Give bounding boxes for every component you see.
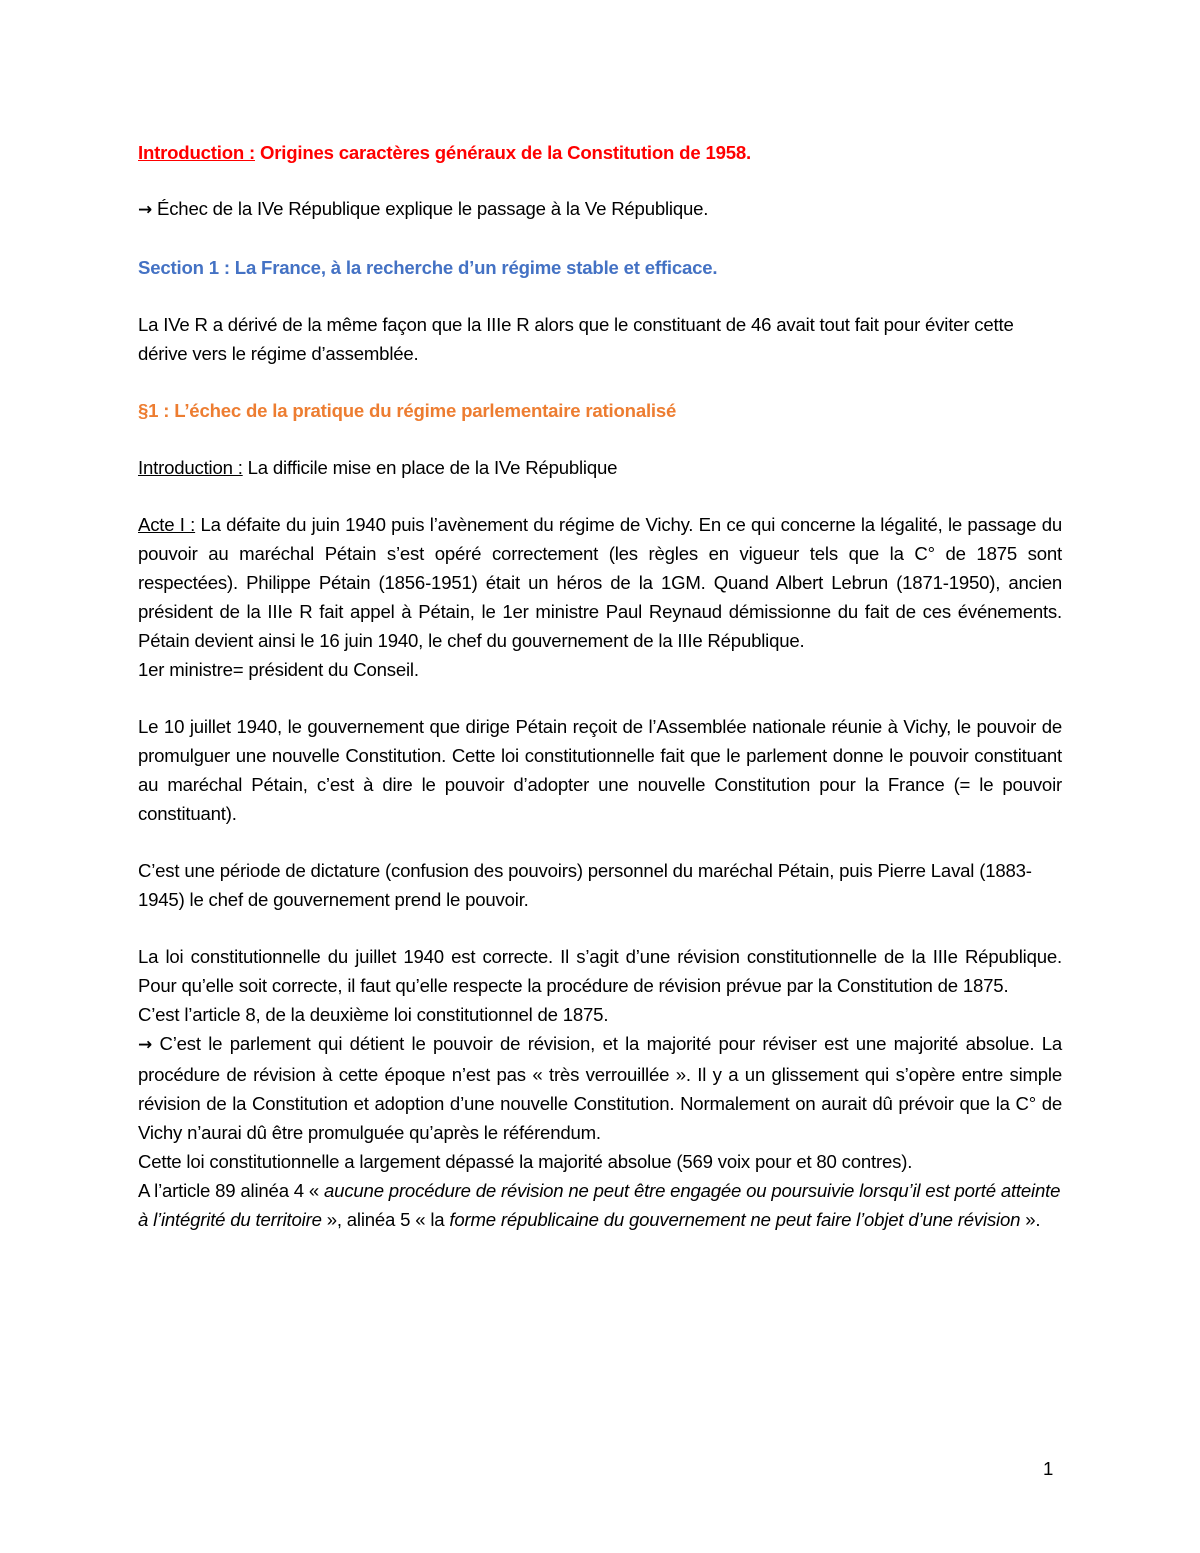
arrow-line-text: Échec de la IVe République explique le passage à la Ve République. <box>152 198 709 219</box>
article-89-quote-2: forme républicaine du gouvernement ne peut faire l’objet d’une révision <box>449 1209 1021 1230</box>
loi-paragraph-3 <box>138 1029 1062 1147</box>
sub-introduction <box>138 453 1062 482</box>
article-89-quote-1: aucune procédure de révision ne peut être engagée ou poursuivie lorsqu’il est porté atteinte à l’intégrité du territoire <box>138 1180 1061 1230</box>
right-arrow-icon: → <box>138 1035 153 1055</box>
article-89-intro: A l’article 89 alinéa 4 « <box>138 1180 325 1201</box>
intro-paragraph: La IVe R a dérivé de la même façon que la IIIe R alors que le constituant de 46 avait tout fait pour éviter cette dérive vers le régime d’assemblée. <box>138 314 1014 364</box>
july-1940-paragraph: Le 10 juillet 1940, le gouvernement que dirige Pétain reçoit de l’Assemblée nationale réunie à Vichy, le pouvoir de promulguer une nouvelle Constitution. Cette loi constitutionnelle fait que le parlement donne le pouvoir constituant au maréchal Pétain, c’est à dire le pouvoir d’adopter une nouvelle Constitution pour la France (= le pouvoir constituant). <box>138 716 1062 824</box>
title-text: Origines caractères généraux de la Constitution de 1958. <box>255 142 751 163</box>
acte-1-text: La défaite du juin 1940 puis l’avènement du régime de Vichy. En ce qui concerne la légalité, le passage du pouvoir au maréchal Pétain s’est opéré correctement (les règles en vigueur tels que la C° de 1875 sont respectées). Philippe Pétain (1856-1951) était un héros de la 1GM. Quand Albert Lebrun (1871-1950), ancien président de la IIIe R fait appel à Pétain, le 1er ministre Paul Reynaud démissionne du fait de ces événements. Pétain devient ainsi le 16 juin 1940, le chef du gouvernement de la IIIe République. <box>138 514 1062 651</box>
loi-paragraph-3-text: C’est le parlement qui détient le pouvoir de révision, et la majorité pour réviser est une majorité absolue. La procédure de révision à cette époque n’est pas « très verrouillée ». Il y a un glissement qui s’opère entre simple révision de la Constitution et adoption d’une nouvelle Constitution. Normalement on aurait dû prévoir que la C° de Vichy n’aurai dû être promulguée qu’après le référendum. <box>138 1033 1062 1143</box>
arrow-line <box>138 194 1062 225</box>
article-89-end: ». <box>1020 1209 1041 1230</box>
document-title <box>138 138 1062 167</box>
page-number: 1 <box>1043 1458 1054 1479</box>
loi-paragraph-5 <box>138 1176 1062 1234</box>
sub-intro-label: Introduction : <box>138 457 243 478</box>
loi-paragraph-4: Cette loi constitutionnelle a largement dépassé la majorité absolue (569 voix pour et 80 contres). <box>138 1151 913 1172</box>
acte-1-label: Acte I : <box>138 514 196 535</box>
dictature-paragraph: C’est une période de dictature (confusion des pouvoirs) personnel du maréchal Pétain, puis Pierre Laval (1883-1945) le chef de gouvernement prend le pouvoir. <box>138 860 1032 910</box>
loi-paragraph-1: La loi constitutionnelle du juillet 1940 est correcte. Il s’agit d’une révision constitutionnelle de la IIIe République. Pour qu’elle soit correcte, il faut qu’elle respecte la procédure de révision prévue par la Constitution de 1875. <box>138 946 1062 996</box>
title-label: Introduction : <box>138 142 255 163</box>
section-1-heading: Section 1 : La France, à la recherche d’un régime stable et efficace. <box>138 257 718 278</box>
sub-intro-text: La difficile mise en place de la IVe République <box>242 457 618 478</box>
right-arrow-icon: → <box>138 200 153 220</box>
paragraph-1-heading: §1 : L’échec de la pratique du régime parlementaire rationalisé <box>138 400 677 421</box>
article-89-middle: », alinéa 5 « la <box>321 1209 450 1230</box>
document-body <box>138 138 1062 1262</box>
loi-paragraph-2: C’est l’article 8, de la deuxième loi constitutionnel de 1875. <box>138 1004 609 1025</box>
acte-1-paragraph <box>138 510 1062 655</box>
acte-1-note: 1er ministre= président du Conseil. <box>138 659 419 680</box>
